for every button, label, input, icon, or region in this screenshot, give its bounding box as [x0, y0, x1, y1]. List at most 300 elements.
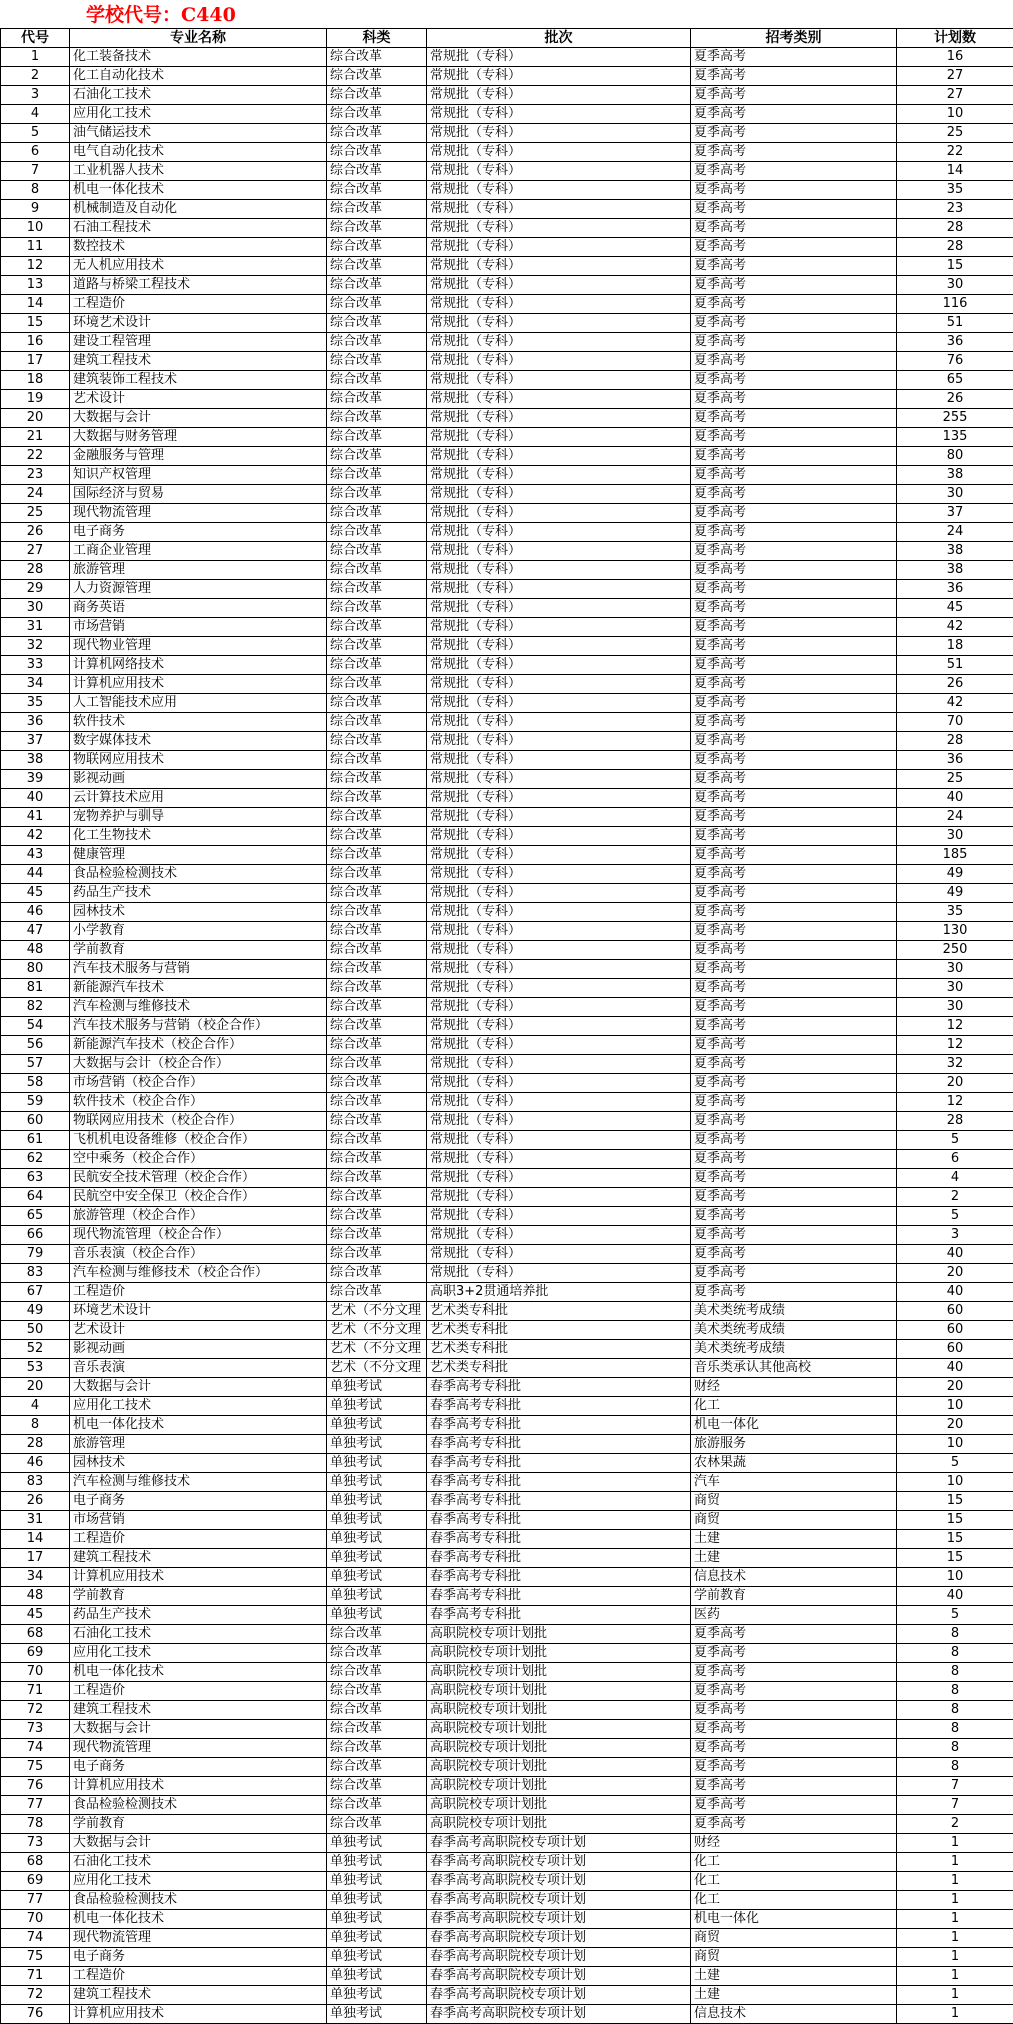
header-batch: 批次 — [427, 29, 691, 48]
cell-plan-count: 40 — [897, 1245, 1013, 1264]
table-row — [1, 1701, 1013, 1720]
table-row — [1, 1416, 1013, 1435]
cell-plan-count: 8 — [897, 1758, 1013, 1777]
cell-category: 综合改革 — [327, 1207, 427, 1226]
table-row — [1, 390, 1013, 409]
cell-code: 13 — [1, 276, 70, 295]
cell-code: 78 — [1, 1815, 70, 1834]
cell-code: 16 — [1, 333, 70, 352]
cell-code: 35 — [1, 694, 70, 713]
cell-code: 49 — [1, 1302, 70, 1321]
cell-plan-count: 2 — [897, 1815, 1013, 1834]
cell-batch: 春季高考专科批 — [427, 1511, 691, 1530]
cell-batch: 常规批（专科） — [427, 371, 691, 390]
cell-code: 70 — [1, 1663, 70, 1682]
cell-plan-count: 5 — [897, 1131, 1013, 1150]
cell-major-name: 影视动画 — [70, 1340, 327, 1359]
cell-major-name: 机电一体化技术 — [70, 181, 327, 200]
cell-batch: 春季高考专科批 — [427, 1492, 691, 1511]
cell-category: 单独考试 — [327, 1549, 427, 1568]
table-row — [1, 656, 1013, 675]
cell-code: 68 — [1, 1853, 70, 1872]
cell-exam-type: 夏季高考 — [691, 485, 897, 504]
cell-exam-type: 夏季高考 — [691, 1131, 897, 1150]
cell-exam-type: 夏季高考 — [691, 808, 897, 827]
cell-plan-count: 15 — [897, 1511, 1013, 1530]
cell-batch: 常规批（专科） — [427, 485, 691, 504]
enrollment-plan-table — [0, 28, 1013, 2024]
cell-exam-type: 夏季高考 — [691, 1682, 897, 1701]
cell-major-name: 化工自动化技术 — [70, 67, 327, 86]
cell-exam-type: 夏季高考 — [691, 1777, 897, 1796]
table-row — [1, 333, 1013, 352]
cell-category: 单独考试 — [327, 1416, 427, 1435]
cell-category: 综合改革 — [327, 1188, 427, 1207]
cell-code: 6 — [1, 143, 70, 162]
cell-batch: 春季高考高职院校专项计划 — [427, 1834, 691, 1853]
cell-code: 45 — [1, 1606, 70, 1625]
cell-code: 30 — [1, 599, 70, 618]
cell-code: 83 — [1, 1264, 70, 1283]
cell-batch: 常规批（专科） — [427, 618, 691, 637]
cell-major-name: 食品检验检测技术 — [70, 1796, 327, 1815]
cell-major-name: 计算机应用技术 — [70, 675, 327, 694]
cell-category: 综合改革 — [327, 618, 427, 637]
cell-category: 综合改革 — [327, 580, 427, 599]
cell-plan-count: 12 — [897, 1017, 1013, 1036]
cell-plan-count: 28 — [897, 219, 1013, 238]
cell-major-name: 计算机网络技术 — [70, 656, 327, 675]
cell-exam-type: 夏季高考 — [691, 1169, 897, 1188]
cell-batch: 春季高考专科批 — [427, 1587, 691, 1606]
cell-major-name: 飞机机电设备维修（校企合作） — [70, 1131, 327, 1150]
cell-code: 23 — [1, 466, 70, 485]
cell-exam-type: 土建 — [691, 1967, 897, 1986]
cell-batch: 常规批（专科） — [427, 1207, 691, 1226]
cell-code: 43 — [1, 846, 70, 865]
cell-exam-type: 夏季高考 — [691, 1663, 897, 1682]
cell-exam-type: 夏季高考 — [691, 618, 897, 637]
cell-category: 单独考试 — [327, 1530, 427, 1549]
cell-major-name: 工程造价 — [70, 1682, 327, 1701]
cell-major-name: 现代物流管理（校企合作） — [70, 1226, 327, 1245]
cell-major-name: 汽车检测与维修技术 — [70, 998, 327, 1017]
cell-code: 81 — [1, 979, 70, 998]
cell-category: 单独考试 — [327, 1397, 427, 1416]
cell-code: 20 — [1, 1378, 70, 1397]
cell-code: 15 — [1, 314, 70, 333]
cell-plan-count: 60 — [897, 1340, 1013, 1359]
cell-batch: 常规批（专科） — [427, 1036, 691, 1055]
cell-category: 综合改革 — [327, 466, 427, 485]
cell-category: 综合改革 — [327, 257, 427, 276]
cell-code: 33 — [1, 656, 70, 675]
table-row — [1, 276, 1013, 295]
cell-batch: 常规批（专科） — [427, 295, 691, 314]
cell-exam-type: 夏季高考 — [691, 409, 897, 428]
cell-code: 42 — [1, 827, 70, 846]
cell-exam-type: 夏季高考 — [691, 580, 897, 599]
cell-category: 综合改革 — [327, 124, 427, 143]
cell-code: 79 — [1, 1245, 70, 1264]
cell-code: 4 — [1, 105, 70, 124]
cell-category: 综合改革 — [327, 371, 427, 390]
cell-exam-type: 化工 — [691, 1397, 897, 1416]
cell-exam-type: 化工 — [691, 1853, 897, 1872]
cell-batch: 春季高考高职院校专项计划 — [427, 1872, 691, 1891]
cell-plan-count: 28 — [897, 732, 1013, 751]
cell-plan-count: 16 — [897, 48, 1013, 67]
cell-plan-count: 20 — [897, 1074, 1013, 1093]
cell-category: 综合改革 — [327, 1131, 427, 1150]
cell-code: 75 — [1, 1948, 70, 1967]
cell-code: 59 — [1, 1093, 70, 1112]
cell-batch: 常规批（专科） — [427, 865, 691, 884]
table-row — [1, 257, 1013, 276]
cell-code: 29 — [1, 580, 70, 599]
cell-exam-type: 夏季高考 — [691, 941, 897, 960]
table-row — [1, 48, 1013, 67]
cell-plan-count: 40 — [897, 789, 1013, 808]
cell-category: 综合改革 — [327, 1625, 427, 1644]
cell-category: 综合改革 — [327, 960, 427, 979]
cell-code: 70 — [1, 1910, 70, 1929]
table-row — [1, 713, 1013, 732]
cell-category: 单独考试 — [327, 1834, 427, 1853]
cell-major-name: 现代物业管理 — [70, 637, 327, 656]
cell-code: 72 — [1, 1701, 70, 1720]
cell-code: 53 — [1, 1359, 70, 1378]
cell-batch: 常规批（专科） — [427, 1017, 691, 1036]
cell-batch: 常规批（专科） — [427, 466, 691, 485]
cell-code: 36 — [1, 713, 70, 732]
table-row — [1, 1150, 1013, 1169]
cell-major-name: 大数据与会计（校企合作） — [70, 1055, 327, 1074]
cell-category: 综合改革 — [327, 48, 427, 67]
cell-exam-type: 夏季高考 — [691, 333, 897, 352]
cell-major-name: 知识产权管理 — [70, 466, 327, 485]
cell-batch: 春季高考高职院校专项计划 — [427, 1891, 691, 1910]
table-row — [1, 846, 1013, 865]
cell-code: 54 — [1, 1017, 70, 1036]
cell-code: 39 — [1, 770, 70, 789]
table-row — [1, 618, 1013, 637]
cell-exam-type: 夏季高考 — [691, 827, 897, 846]
table-row — [1, 504, 1013, 523]
table-row — [1, 181, 1013, 200]
cell-major-name: 新能源汽车技术（校企合作） — [70, 1036, 327, 1055]
cell-exam-type: 土建 — [691, 1549, 897, 1568]
cell-plan-count: 8 — [897, 1720, 1013, 1739]
header-plan-count: 计划数 — [897, 29, 1013, 48]
cell-code: 10 — [1, 219, 70, 238]
cell-code: 17 — [1, 1549, 70, 1568]
cell-category: 综合改革 — [327, 865, 427, 884]
cell-exam-type: 夏季高考 — [691, 675, 897, 694]
cell-exam-type: 土建 — [691, 1530, 897, 1549]
cell-exam-type: 夏季高考 — [691, 276, 897, 295]
cell-code: 14 — [1, 295, 70, 314]
cell-major-name: 物联网应用技术（校企合作） — [70, 1112, 327, 1131]
cell-exam-type: 夏季高考 — [691, 1036, 897, 1055]
cell-plan-count: 76 — [897, 352, 1013, 371]
table-row — [1, 751, 1013, 770]
cell-code: 25 — [1, 504, 70, 523]
cell-exam-type: 夏季高考 — [691, 542, 897, 561]
cell-major-name: 建筑工程技术 — [70, 1986, 327, 2005]
cell-category: 综合改革 — [327, 219, 427, 238]
cell-major-name: 建筑工程技术 — [70, 1701, 327, 1720]
cell-plan-count: 26 — [897, 675, 1013, 694]
table-row — [1, 1093, 1013, 1112]
cell-exam-type: 夏季高考 — [691, 1796, 897, 1815]
table-row — [1, 1226, 1013, 1245]
cell-major-name: 建筑工程技术 — [70, 352, 327, 371]
cell-plan-count: 1 — [897, 2005, 1013, 2024]
cell-exam-type: 夏季高考 — [691, 1758, 897, 1777]
table-row — [1, 1606, 1013, 1625]
table-row — [1, 1378, 1013, 1397]
cell-plan-count: 30 — [897, 276, 1013, 295]
table-row — [1, 1986, 1013, 2005]
cell-exam-type: 夏季高考 — [691, 124, 897, 143]
cell-exam-type: 夏季高考 — [691, 1283, 897, 1302]
cell-code: 76 — [1, 1777, 70, 1796]
cell-code: 40 — [1, 789, 70, 808]
table-row — [1, 1796, 1013, 1815]
cell-code: 31 — [1, 618, 70, 637]
cell-category: 综合改革 — [327, 599, 427, 618]
cell-plan-count: 24 — [897, 808, 1013, 827]
cell-plan-count: 45 — [897, 599, 1013, 618]
cell-category: 综合改革 — [327, 713, 427, 732]
cell-category: 综合改革 — [327, 333, 427, 352]
cell-exam-type: 夏季高考 — [691, 1226, 897, 1245]
table-row — [1, 903, 1013, 922]
table-row — [1, 770, 1013, 789]
cell-category: 单独考试 — [327, 1948, 427, 1967]
cell-plan-count: 1 — [897, 1986, 1013, 2005]
cell-major-name: 机电一体化技术 — [70, 1910, 327, 1929]
cell-exam-type: 美术类统考成绩 — [691, 1321, 897, 1340]
cell-major-name: 现代物流管理 — [70, 1929, 327, 1948]
cell-plan-count: 10 — [897, 1435, 1013, 1454]
cell-plan-count: 1 — [897, 1910, 1013, 1929]
cell-exam-type: 夏季高考 — [691, 1245, 897, 1264]
cell-batch: 常规批（专科） — [427, 960, 691, 979]
table-row — [1, 1264, 1013, 1283]
cell-exam-type: 夏季高考 — [691, 694, 897, 713]
cell-batch: 常规批（专科） — [427, 105, 691, 124]
cell-exam-type: 美术类统考成绩 — [691, 1340, 897, 1359]
cell-code: 7 — [1, 162, 70, 181]
table-row — [1, 1891, 1013, 1910]
cell-batch: 常规批（专科） — [427, 1112, 691, 1131]
cell-category: 综合改革 — [327, 200, 427, 219]
cell-code: 2 — [1, 67, 70, 86]
cell-code: 71 — [1, 1967, 70, 1986]
cell-code: 28 — [1, 561, 70, 580]
table-row — [1, 1777, 1013, 1796]
cell-major-name: 汽车检测与维修技术（校企合作） — [70, 1264, 327, 1283]
cell-exam-type: 夏季高考 — [691, 257, 897, 276]
cell-category: 单独考试 — [327, 1454, 427, 1473]
cell-exam-type: 夏季高考 — [691, 238, 897, 257]
cell-major-name: 新能源汽车技术 — [70, 979, 327, 998]
cell-major-name: 电子商务 — [70, 1948, 327, 1967]
cell-plan-count: 42 — [897, 618, 1013, 637]
cell-major-name: 人力资源管理 — [70, 580, 327, 599]
table-row — [1, 1492, 1013, 1511]
cell-plan-count: 10 — [897, 1397, 1013, 1416]
cell-plan-count: 70 — [897, 713, 1013, 732]
cell-category: 综合改革 — [327, 67, 427, 86]
cell-category: 单独考试 — [327, 1492, 427, 1511]
header-exam-type: 招考类别 — [691, 29, 897, 48]
cell-exam-type: 夏季高考 — [691, 48, 897, 67]
cell-category: 综合改革 — [327, 998, 427, 1017]
table-row — [1, 1663, 1013, 1682]
cell-batch: 常规批（专科） — [427, 1131, 691, 1150]
cell-major-name: 园林技术 — [70, 1454, 327, 1473]
cell-category: 单独考试 — [327, 1568, 427, 1587]
cell-category: 综合改革 — [327, 295, 427, 314]
cell-category: 综合改革 — [327, 428, 427, 447]
cell-code: 77 — [1, 1891, 70, 1910]
cell-exam-type: 夏季高考 — [691, 86, 897, 105]
cell-category: 综合改革 — [327, 1264, 427, 1283]
cell-exam-type: 夏季高考 — [691, 390, 897, 409]
cell-major-name: 应用化工技术 — [70, 1872, 327, 1891]
table-row — [1, 124, 1013, 143]
cell-plan-count: 28 — [897, 1112, 1013, 1131]
cell-plan-count: 5 — [897, 1207, 1013, 1226]
cell-batch: 常规批（专科） — [427, 1264, 691, 1283]
cell-plan-count: 185 — [897, 846, 1013, 865]
cell-major-name: 计算机应用技术 — [70, 1777, 327, 1796]
cell-exam-type: 夏季高考 — [691, 561, 897, 580]
cell-major-name: 小学教育 — [70, 922, 327, 941]
cell-plan-count: 8 — [897, 1739, 1013, 1758]
cell-batch: 艺术类专科批 — [427, 1302, 691, 1321]
cell-batch: 艺术类专科批 — [427, 1321, 691, 1340]
cell-exam-type: 夏季高考 — [691, 656, 897, 675]
cell-exam-type: 夏季高考 — [691, 105, 897, 124]
cell-exam-type: 夏季高考 — [691, 865, 897, 884]
cell-plan-count: 1 — [897, 1872, 1013, 1891]
cell-batch: 常规批（专科） — [427, 580, 691, 599]
cell-major-name: 汽车技术服务与营销（校企合作） — [70, 1017, 327, 1036]
cell-plan-count: 35 — [897, 903, 1013, 922]
cell-major-name: 健康管理 — [70, 846, 327, 865]
cell-batch: 常规批（专科） — [427, 998, 691, 1017]
table-row — [1, 1017, 1013, 1036]
cell-plan-count: 15 — [897, 1530, 1013, 1549]
cell-major-name: 应用化工技术 — [70, 105, 327, 124]
cell-batch: 春季高考高职院校专项计划 — [427, 1948, 691, 1967]
cell-code: 45 — [1, 884, 70, 903]
table-row — [1, 979, 1013, 998]
cell-code: 71 — [1, 1682, 70, 1701]
cell-major-name: 工商企业管理 — [70, 542, 327, 561]
cell-code: 65 — [1, 1207, 70, 1226]
cell-batch: 常规批（专科） — [427, 1245, 691, 1264]
cell-major-name: 石油化工技术 — [70, 86, 327, 105]
cell-category: 综合改革 — [327, 1777, 427, 1796]
cell-major-name: 软件技术（校企合作） — [70, 1093, 327, 1112]
cell-major-name: 园林技术 — [70, 903, 327, 922]
cell-major-name: 食品检验检测技术 — [70, 865, 327, 884]
cell-batch: 春季高考专科批 — [427, 1435, 691, 1454]
cell-plan-count: 23 — [897, 200, 1013, 219]
cell-plan-count: 36 — [897, 580, 1013, 599]
cell-code: 48 — [1, 941, 70, 960]
cell-batch: 高职院校专项计划批 — [427, 1644, 691, 1663]
cell-major-name: 市场营销（校企合作） — [70, 1074, 327, 1093]
cell-major-name: 应用化工技术 — [70, 1397, 327, 1416]
cell-batch: 常规批（专科） — [427, 1169, 691, 1188]
cell-plan-count: 4 — [897, 1169, 1013, 1188]
cell-plan-count: 18 — [897, 637, 1013, 656]
cell-category: 综合改革 — [327, 1720, 427, 1739]
cell-code: 26 — [1, 1492, 70, 1511]
cell-category: 综合改革 — [327, 808, 427, 827]
cell-batch: 常规批（专科） — [427, 162, 691, 181]
cell-code: 60 — [1, 1112, 70, 1131]
table-row — [1, 1055, 1013, 1074]
cell-exam-type: 夏季高考 — [691, 352, 897, 371]
cell-major-name: 工业机器人技术 — [70, 162, 327, 181]
cell-exam-type: 夏季高考 — [691, 1017, 897, 1036]
cell-exam-type: 夏季高考 — [691, 770, 897, 789]
table-row — [1, 219, 1013, 238]
table-row — [1, 1283, 1013, 1302]
cell-plan-count: 49 — [897, 865, 1013, 884]
cell-major-name: 数控技术 — [70, 238, 327, 257]
cell-exam-type: 夏季高考 — [691, 599, 897, 618]
cell-category: 综合改革 — [327, 1245, 427, 1264]
cell-plan-count: 25 — [897, 770, 1013, 789]
cell-major-name: 学前教育 — [70, 941, 327, 960]
cell-batch: 常规批（专科） — [427, 1150, 691, 1169]
cell-exam-type: 商贸 — [691, 1948, 897, 1967]
cell-major-name: 宠物养护与驯导 — [70, 808, 327, 827]
table-row — [1, 1435, 1013, 1454]
table-row — [1, 466, 1013, 485]
cell-plan-count: 2 — [897, 1188, 1013, 1207]
cell-code: 83 — [1, 1473, 70, 1492]
cell-exam-type: 夏季高考 — [691, 1055, 897, 1074]
cell-code: 47 — [1, 922, 70, 941]
cell-category: 单独考试 — [327, 2005, 427, 2024]
cell-major-name: 汽车检测与维修技术 — [70, 1473, 327, 1492]
cell-category: 单独考试 — [327, 1606, 427, 1625]
cell-batch: 春季高考专科批 — [427, 1416, 691, 1435]
cell-batch: 常规批（专科） — [427, 409, 691, 428]
cell-category: 单独考试 — [327, 1929, 427, 1948]
cell-category: 综合改革 — [327, 390, 427, 409]
cell-plan-count: 1 — [897, 1967, 1013, 1986]
table-row — [1, 675, 1013, 694]
cell-exam-type: 财经 — [691, 1834, 897, 1853]
cell-code: 74 — [1, 1929, 70, 1948]
cell-batch: 春季高考专科批 — [427, 1568, 691, 1587]
cell-plan-count: 32 — [897, 1055, 1013, 1074]
cell-major-name: 道路与桥梁工程技术 — [70, 276, 327, 295]
cell-plan-count: 36 — [897, 333, 1013, 352]
cell-category: 综合改革 — [327, 181, 427, 200]
table-row — [1, 1739, 1013, 1758]
